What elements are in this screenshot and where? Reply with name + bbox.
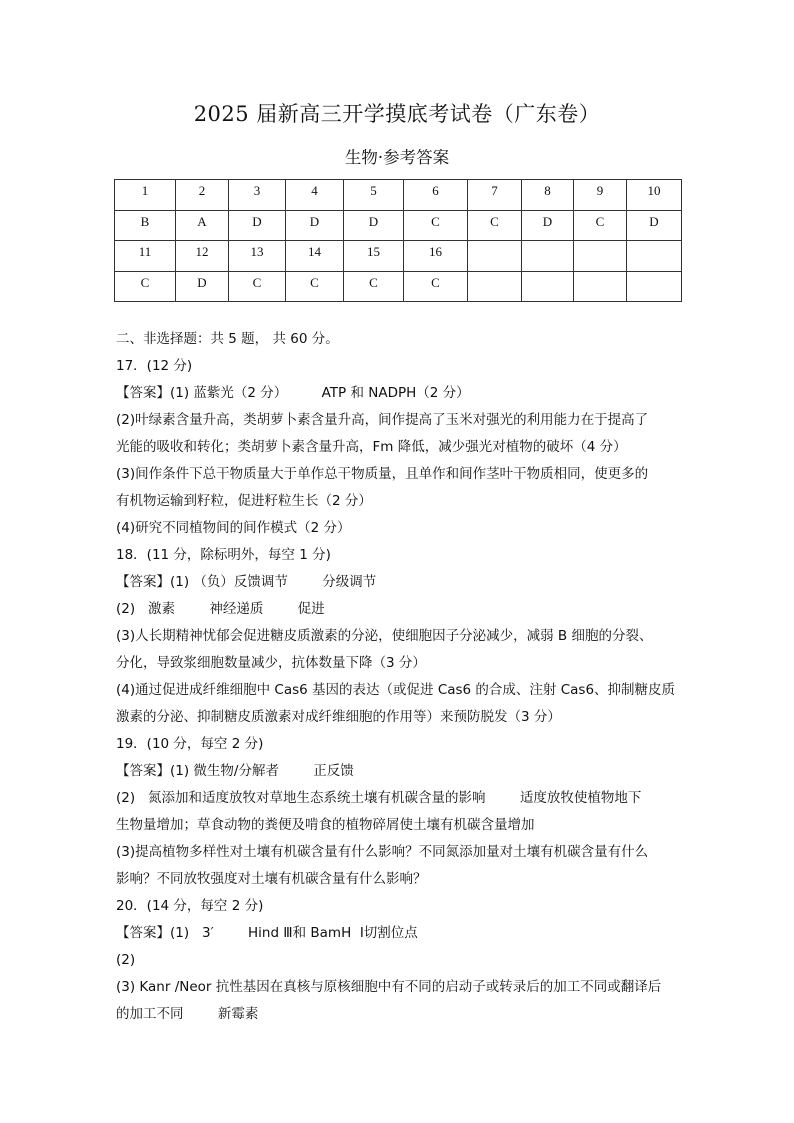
table-cell xyxy=(574,271,627,302)
table-cell: C xyxy=(404,210,468,241)
answer-table xyxy=(114,179,682,302)
table-cell: 14 xyxy=(286,241,344,272)
table-cell xyxy=(522,271,574,302)
table-cell: C xyxy=(404,271,468,302)
answers-content xyxy=(116,326,681,1028)
table-cell: D xyxy=(229,210,286,241)
answer-line: 光能的吸收和转化；类胡萝卜素含量升高，Fm 降低，减少强光对植物的破坏（4 分） xyxy=(116,439,627,455)
answer-lines xyxy=(116,353,681,1028)
table-cell: D xyxy=(176,271,229,302)
table-cell: D xyxy=(627,210,682,241)
table-cell: D xyxy=(344,210,404,241)
answer-line: (2) xyxy=(116,952,136,968)
table-cell: 1 xyxy=(115,180,176,211)
answer-line: (4)通过促进成纤维细胞中 Cas6 基因的表达（或促进 Cas6 的合成、注射 Cas6、抑制糖皮质 xyxy=(116,682,676,698)
table-cell: 11 xyxy=(115,241,176,272)
answer-line: (4)研究不同植物间的间作模式（2 分） xyxy=(116,520,351,536)
answer-line: 20．(14 分，每空 2 分) xyxy=(116,898,264,914)
answer-line: 19．(10 分，每空 2 分) xyxy=(116,736,264,752)
table-cell: C xyxy=(229,271,286,302)
table-cell xyxy=(468,241,522,272)
table-cell: 10 xyxy=(627,180,682,211)
answer-line: (3)间作条件下总干物质量大于单作总干物质量，且单作和间作茎叶干物质相同，使更多的 xyxy=(116,466,649,482)
answer-line: 有机物运输到籽粒，促进籽粒生长（2 分） xyxy=(116,493,372,509)
table-row xyxy=(115,271,682,302)
table-cell: D xyxy=(286,210,344,241)
table-row xyxy=(115,180,682,211)
answer-line: (2)叶绿素含量升高，类胡萝卜素含量升高，间作提高了玉米对强光的利用能力在于提高了 xyxy=(116,412,649,428)
answer-line: (3)提高植物多样性对土壤有机碳含量有什么影响？不同氮添加量对土壤有机碳含量有什么 xyxy=(116,844,649,860)
page-subtitle: 生物·参考答案 xyxy=(344,148,450,167)
answer-line: 【答案】(1) （负）反馈调节 分级调节 xyxy=(116,574,377,590)
table-cell: 7 xyxy=(468,180,522,211)
table-cell: B xyxy=(115,210,176,241)
answer-line: 18．(11 分，除标明外，每空 1 分) xyxy=(116,547,331,563)
table-cell: 9 xyxy=(574,180,627,211)
table-row xyxy=(115,241,682,272)
answer-line: 激素的分泌、抑制糖皮质激素对成纤维细胞的作用等）来预防脱发（3 分） xyxy=(116,709,561,725)
answer-line: 影响？不同放牧强度对土壤有机碳含量有什么影响？ xyxy=(116,871,427,887)
table-cell: C xyxy=(115,271,176,302)
answer-line: (2) 氮添加和适度放牧对草地生态系统土壤有机碳含量的影响 适度放牧使植物地下 xyxy=(116,790,642,806)
table-cell: C xyxy=(574,210,627,241)
answer-table-body xyxy=(115,180,682,302)
answer-line: (3)人长期精神忧郁会促进糖皮质激素的分泌，使细胞因子分泌减少，减弱 B 细胞的分裂、 xyxy=(116,628,653,644)
table-cell xyxy=(522,241,574,272)
answer-line: 17．(12 分) xyxy=(116,358,193,374)
table-cell: 2 xyxy=(176,180,229,211)
table-cell: 5 xyxy=(344,180,404,211)
table-cell: C xyxy=(468,210,522,241)
table-cell: 8 xyxy=(522,180,574,211)
table-cell: 16 xyxy=(404,241,468,272)
page-title: 2025 届新高三开学摸底考试卷（广东卷） xyxy=(193,102,601,126)
answer-line: 【答案】(1) 微生物/分解者 正反馈 xyxy=(116,763,354,779)
table-cell xyxy=(468,271,522,302)
table-cell: C xyxy=(344,271,404,302)
answer-line: 分化，导致浆细胞数量减少，抗体数量下降（3 分） xyxy=(116,655,426,671)
table-cell: 15 xyxy=(344,241,404,272)
section-heading: 二、非选择题：共 5 题， 共 60 分。 xyxy=(116,331,339,347)
table-cell xyxy=(627,241,682,272)
table-cell: 3 xyxy=(229,180,286,211)
table-cell xyxy=(627,271,682,302)
table-cell xyxy=(574,241,627,272)
table-cell: D xyxy=(522,210,574,241)
table-cell: 6 xyxy=(404,180,468,211)
table-cell: C xyxy=(286,271,344,302)
answer-line: 生物量增加；草食动物的粪便及啃食的植物碎屑使土壤有机碳含量增加 xyxy=(116,817,535,833)
answer-line: (3) Kanr /Neor 抗性基因在真核与原核细胞中有不同的启动子或转录后的加工不同或翻译后 xyxy=(116,979,662,995)
table-cell: 4 xyxy=(286,180,344,211)
answer-line: (2) 激素 神经递质 促进 xyxy=(116,601,325,617)
answer-line: 【答案】(1) 蓝紫光（2 分） ATP 和 NADPH（2 分） xyxy=(116,385,470,401)
table-cell: 12 xyxy=(176,241,229,272)
table-cell: A xyxy=(176,210,229,241)
answer-line: 的加工不同 新霉素 xyxy=(116,1006,259,1022)
answer-line: 【答案】(1) 3′ Hind Ⅲ和 BamH Ⅰ切割位点 xyxy=(116,925,418,941)
table-row xyxy=(115,210,682,241)
table-cell: 13 xyxy=(229,241,286,272)
